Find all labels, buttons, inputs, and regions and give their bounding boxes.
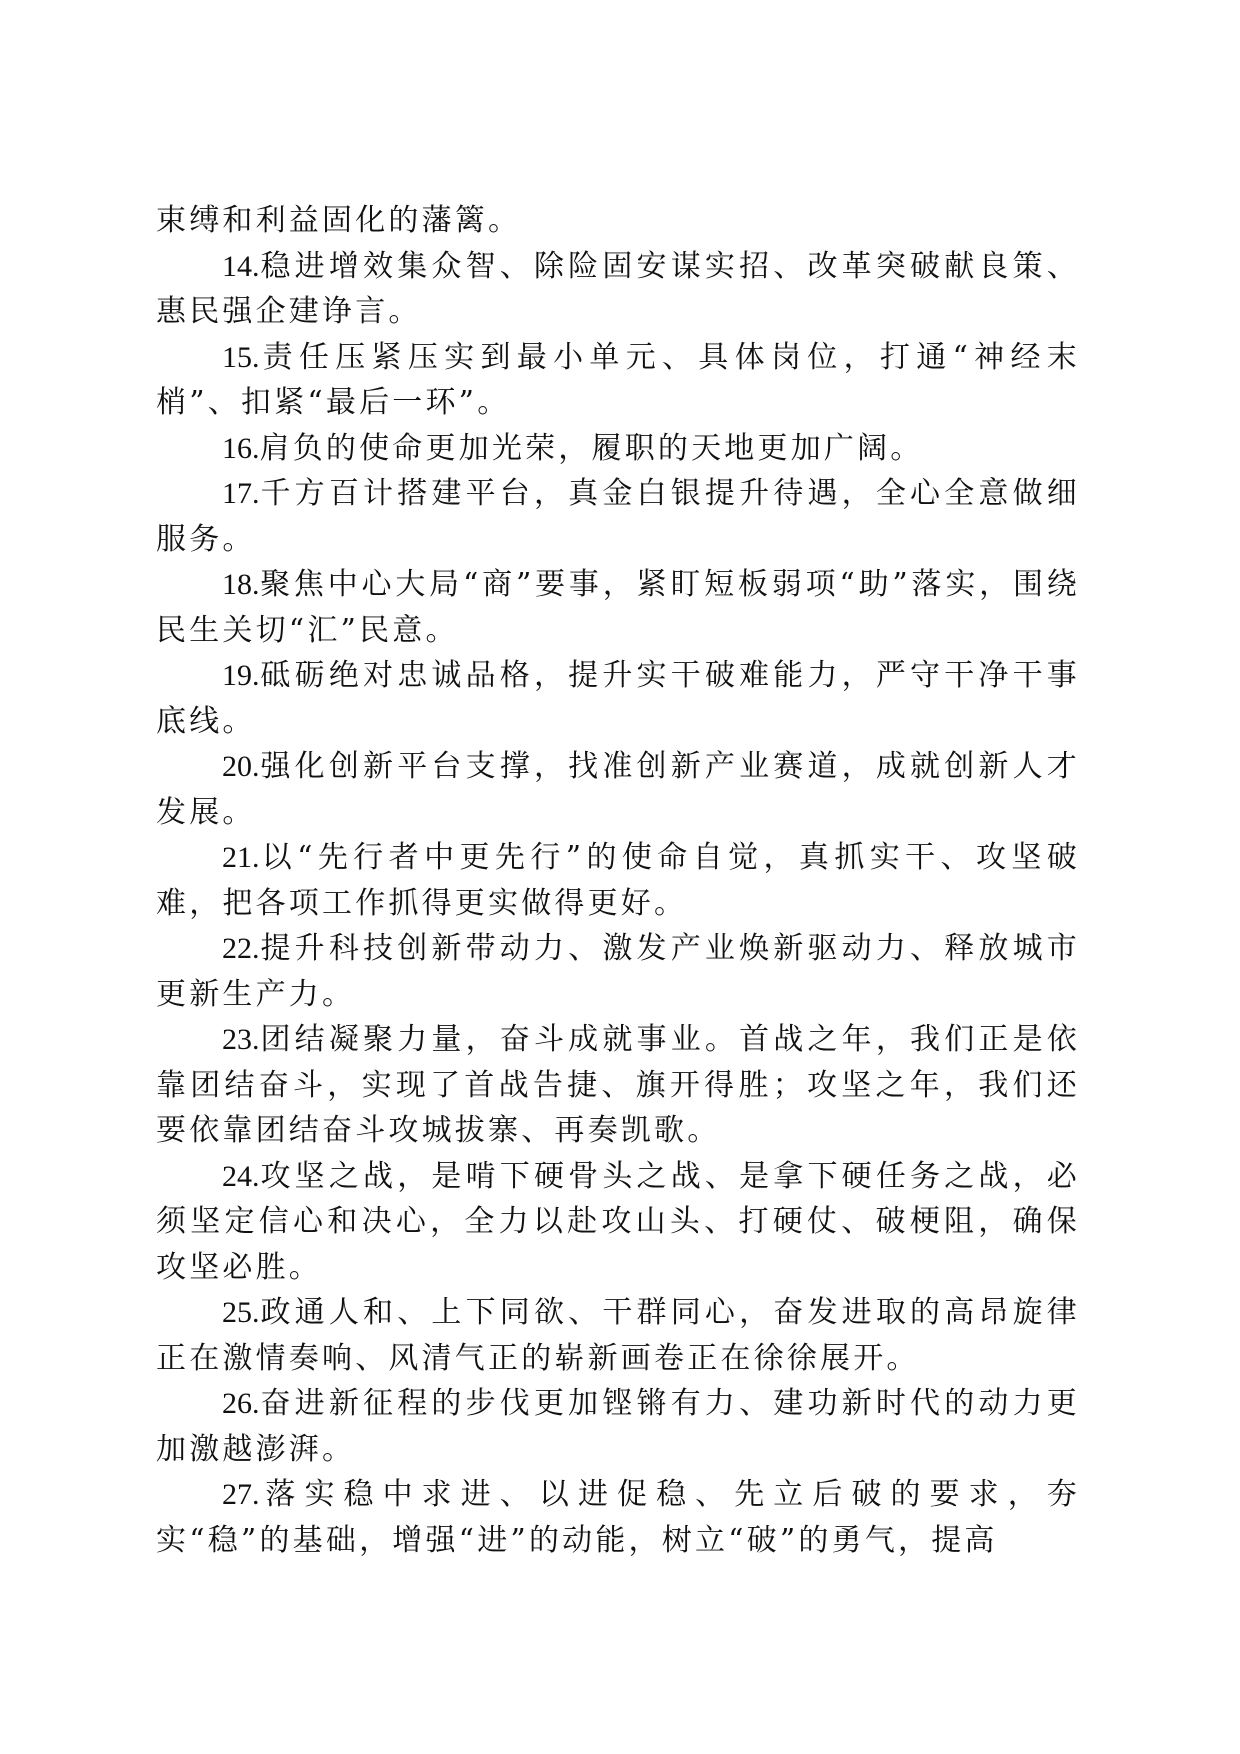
paragraph-text: 砥砺绝对忠诚品格，提升实干破难能力，严守干净干事底线。 [156, 658, 1080, 739]
paragraph-text: 束缚和利益固化的藩篱。 [156, 203, 522, 238]
paragraph-number: 18. [222, 568, 260, 601]
paragraph-text: 千方百计搭建平台，真金白银提升待遇，全心全意做细服务。 [156, 476, 1080, 557]
paragraph-text: 强化创新平台支撑，找准创新产业赛道，成就创新人才发展。 [156, 749, 1080, 830]
paragraph-16 [156, 426, 1080, 472]
paragraph-number: 21. [222, 841, 260, 874]
paragraph-text: 稳进增效集众智、除险固安谋实招、改革突破献良策、惠民强企建诤言。 [156, 248, 1080, 329]
paragraph-number: 22. [222, 932, 260, 965]
paragraph-number: 14. [222, 249, 260, 283]
paragraph-number: 17. [222, 477, 260, 510]
paragraph-26 [156, 1381, 1080, 1472]
paragraph-number: 23. [222, 1023, 260, 1056]
paragraph-23 [156, 1017, 1080, 1154]
document-body [156, 198, 1080, 1563]
paragraph-number: 15. [222, 340, 260, 374]
paragraph-text: 以“先行者中更先行”的使命自觉，真抓实干、攻坚破难，把各项工作抓得更实做得更好。 [156, 840, 1080, 921]
paragraph-text: 政通人和、上下同欲、干群同心，奋发进取的高昂旋律正在激情奏响、风清气正的崭新画卷正在徐徐展开。 [156, 1295, 1080, 1376]
paragraph-text: 提升科技创新带动力、激发产业焕新驱动力、释放城市更新生产力。 [156, 931, 1080, 1012]
paragraph-22 [156, 926, 1080, 1017]
paragraph-number: 19. [222, 659, 260, 692]
paragraph-text: 攻坚之战，是啃下硬骨头之战、是拿下硬任务之战，必须坚定信心和决心，全力以赴攻山头、打硬仗、破梗阻，确保攻坚必胜。 [156, 1158, 1080, 1285]
paragraph-14 [156, 244, 1080, 335]
paragraph-27 [156, 1472, 1080, 1563]
paragraph-number: 16. [222, 431, 260, 465]
paragraph-text: 肩负的使命更加光荣，履职的天地更加广阔。 [259, 430, 924, 466]
paragraph-number: 24. [222, 1159, 260, 1193]
paragraph-text: 责任压紧压实到最小单元、具体岗位，打通“神经末梢”、扣紧“最后一环”。 [156, 339, 1080, 420]
paragraph-continuation [156, 198, 1080, 244]
paragraph-text: 团结凝聚力量，奋斗成就事业。首战之年，我们正是依靠团结奋斗，实现了首战告捷、旗开得胜；攻坚之年，我们还要依靠团结奋斗攻城拔寨、再奏凯歌。 [156, 1022, 1080, 1148]
paragraph-number: 25. [222, 1296, 260, 1329]
paragraph-number: 27. [222, 1478, 260, 1511]
paragraph-number: 26. [222, 1387, 260, 1420]
paragraph-number: 20. [222, 750, 260, 783]
paragraph-24 [156, 1154, 1080, 1291]
paragraph-text: 奋进新征程的步伐更加铿锵有力、建功新时代的动力更加激越澎湃。 [156, 1386, 1080, 1467]
paragraph-18 [156, 562, 1080, 653]
paragraph-15 [156, 335, 1080, 426]
paragraph-17 [156, 471, 1080, 562]
paragraph-25 [156, 1290, 1080, 1381]
paragraph-21 [156, 835, 1080, 926]
paragraph-text: 聚焦中心大局“商”要事，紧盯短板弱项“助”落实，围绕民生关切“汇”民意。 [156, 567, 1081, 648]
paragraph-20 [156, 744, 1080, 835]
paragraph-19 [156, 653, 1080, 744]
paragraph-text: 落实稳中求进、以进促稳、先立后破的要求，夯实“稳”的基础，增强“进”的动能，树立“破”的勇气，提高 [156, 1477, 1080, 1558]
